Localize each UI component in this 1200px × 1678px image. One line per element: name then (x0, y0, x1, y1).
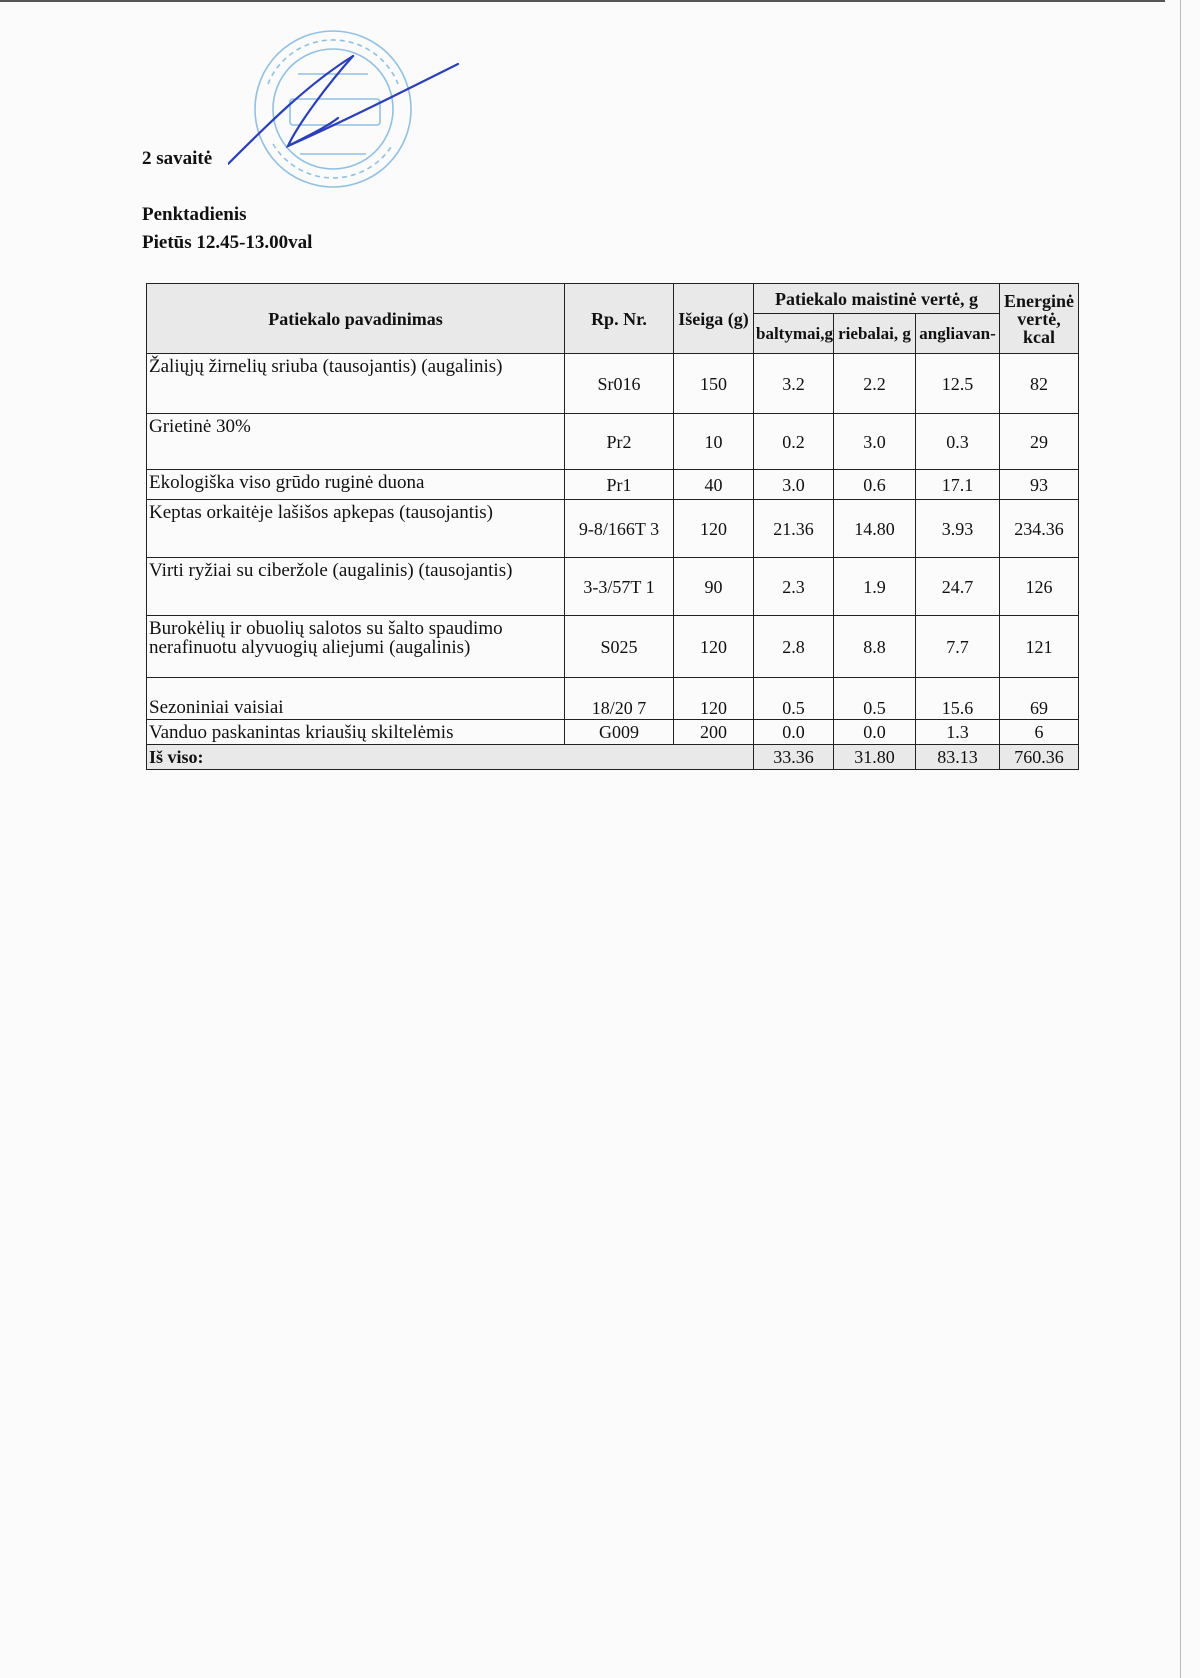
table-row (147, 414, 1079, 470)
yield-value: 90 (674, 558, 754, 616)
round-seal (255, 31, 411, 187)
energy-value: 69 (1000, 678, 1079, 720)
fat-value: 2.2 (834, 354, 916, 414)
header-energy: Energinė vertė, kcal (1000, 284, 1079, 354)
recipe-number: 3-3/57T 1 (565, 558, 674, 616)
fat-value: 1.9 (834, 558, 916, 616)
yield-value: 120 (674, 500, 754, 558)
yield-value: 40 (674, 470, 754, 500)
energy-value: 29 (1000, 414, 1079, 470)
yield-value: 200 (674, 720, 754, 745)
dish-name: Vanduo paskanintas kriaušių skiltelėmis (147, 720, 565, 745)
dish-name: Keptas orkaitėje lašišos apkepas (tausojantis) (147, 500, 565, 558)
dish-name: Sezoniniai vaisiai (147, 678, 565, 720)
energy-value: 126 (1000, 558, 1079, 616)
yield-value: 10 (674, 414, 754, 470)
fat-value: 0.0 (834, 720, 916, 745)
energy-value: 82 (1000, 354, 1079, 414)
protein-value: 3.2 (754, 354, 834, 414)
header-fat: riebalai, g (834, 314, 916, 354)
header-nutrition-group: Patiekalo maistinė vertė, g (754, 284, 1000, 314)
yield-value: 120 (674, 678, 754, 720)
fat-value: 14.80 (834, 500, 916, 558)
dish-name: Burokėlių ir obuolių salotos su šalto spaudimo nerafinuotu alyvuogių aliejumi (augalinis) (147, 616, 565, 678)
dish-name: Ekologiška viso grūdo ruginė duona (147, 470, 565, 500)
dish-name: Grietinė 30% (147, 414, 565, 470)
protein-value: 2.3 (754, 558, 834, 616)
protein-value: 3.0 (754, 470, 834, 500)
table-row (147, 558, 1079, 616)
yield-value: 150 (674, 354, 754, 414)
page-right-border (1180, 0, 1181, 1678)
protein-value: 2.8 (754, 616, 834, 678)
header-carbs: angliavan- (916, 314, 1000, 354)
carbs-value: 15.6 (916, 678, 1000, 720)
header-recipe-number: Rp. Nr. (565, 284, 674, 354)
protein-value: 21.36 (754, 500, 834, 558)
total-label: Iš viso: (147, 745, 754, 770)
total-protein: 33.36 (754, 745, 834, 770)
recipe-number: 18/20 7 (565, 678, 674, 720)
protein-value: 0.0 (754, 720, 834, 745)
recipe-number: Pr2 (565, 414, 674, 470)
header-dish-name: Patiekalo pavadinimas (147, 284, 565, 354)
recipe-number: Pr1 (565, 470, 674, 500)
total-fat: 31.80 (834, 745, 916, 770)
yield-value: 120 (674, 616, 754, 678)
protein-value: 0.5 (754, 678, 834, 720)
recipe-number: S025 (565, 616, 674, 678)
page-top-border (0, 0, 1165, 2)
meal-time-label: Pietūs 12.45-13.00val (142, 232, 313, 253)
carbs-value: 12.5 (916, 354, 1000, 414)
total-row (147, 745, 1079, 770)
carbs-value: 3.93 (916, 500, 1000, 558)
carbs-value: 0.3 (916, 414, 1000, 470)
protein-value: 0.2 (754, 414, 834, 470)
table-row (147, 500, 1079, 558)
carbs-value: 1.3 (916, 720, 1000, 745)
table-row (147, 470, 1079, 500)
week-label: 2 savaitė (142, 148, 213, 169)
handwritten-signature (228, 56, 458, 164)
dish-name: Virti ryžiai su ciberžole (augalinis) (tausojantis) (147, 558, 565, 616)
dish-name: Žaliųjų žirnelių sriuba (tausojantis) (augalinis) (147, 354, 565, 414)
table-row (147, 616, 1079, 678)
fat-value: 0.6 (834, 470, 916, 500)
carbs-value: 24.7 (916, 558, 1000, 616)
total-energy: 760.36 (1000, 745, 1079, 770)
header-protein: baltymai,g (754, 314, 834, 354)
table-row (147, 720, 1079, 745)
energy-value: 93 (1000, 470, 1079, 500)
recipe-number: Sr016 (565, 354, 674, 414)
header-yield: Išeiga (g) (674, 284, 754, 354)
fat-value: 3.0 (834, 414, 916, 470)
day-label: Penktadienis (142, 204, 247, 225)
energy-value: 234.36 (1000, 500, 1079, 558)
table-row (147, 678, 1079, 720)
recipe-number: G009 (565, 720, 674, 745)
table-row (147, 354, 1079, 414)
recipe-number: 9-8/166T 3 (565, 500, 674, 558)
carbs-value: 17.1 (916, 470, 1000, 500)
fat-value: 8.8 (834, 616, 916, 678)
energy-value: 121 (1000, 616, 1079, 678)
total-carbs: 83.13 (916, 745, 1000, 770)
fat-value: 0.5 (834, 678, 916, 720)
energy-value: 6 (1000, 720, 1079, 745)
carbs-value: 7.7 (916, 616, 1000, 678)
seal-stamp-icon (228, 14, 468, 204)
menu-table (146, 283, 1079, 770)
